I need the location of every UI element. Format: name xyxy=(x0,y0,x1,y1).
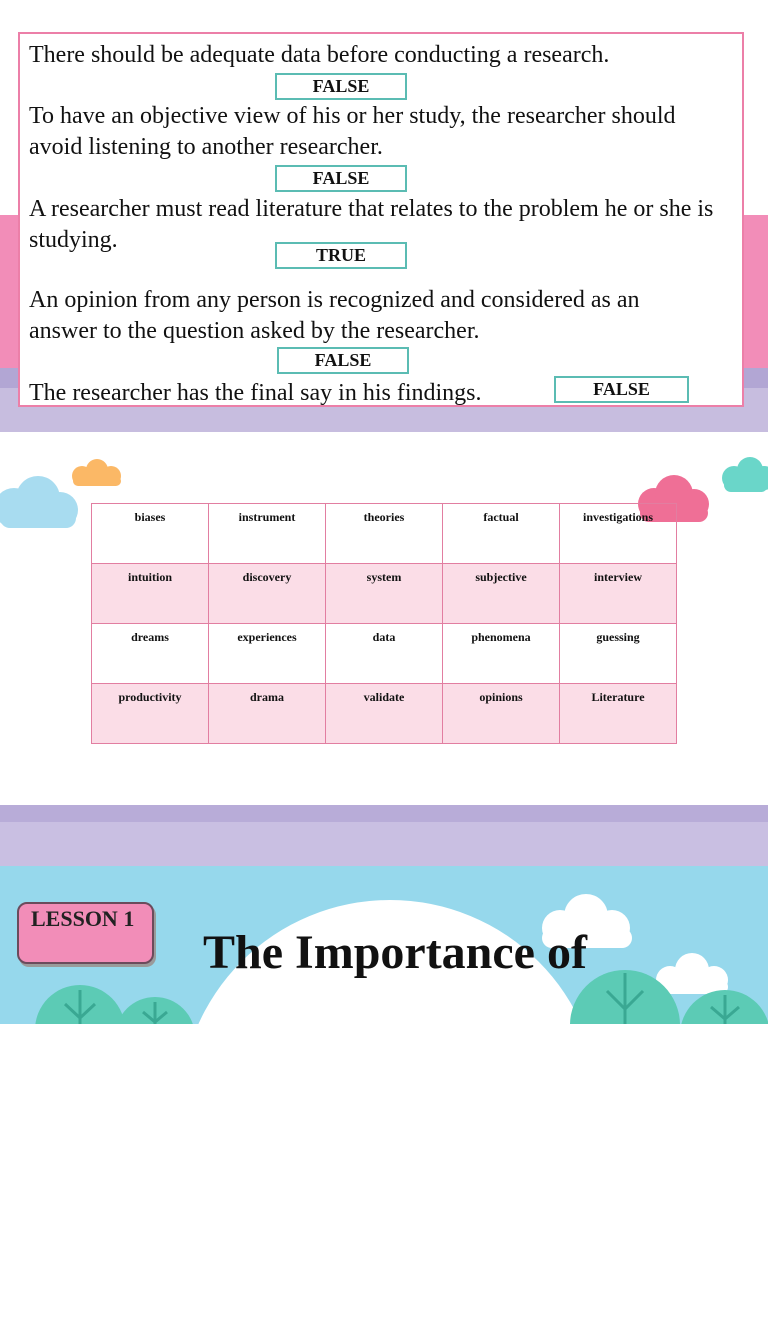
teal-cloud-icon xyxy=(720,456,768,496)
grid-cell: theories xyxy=(326,504,443,564)
blue-cloud-icon xyxy=(0,470,80,535)
grid-cell: validate xyxy=(326,684,443,744)
quiz-question-5: The researcher has the final say in his findings. xyxy=(29,380,482,406)
grid-cell: investigations xyxy=(560,504,677,564)
grid-cell: factual xyxy=(443,504,560,564)
quiz-question-2: To have an objective view of his or her study, the researcher should avoid listening to another researcher. xyxy=(29,103,676,160)
grid-cell: experiences xyxy=(209,624,326,684)
grid-cell: biases xyxy=(92,504,209,564)
lesson-title: The Importance of xyxy=(203,926,587,979)
purple-band-bottom-light xyxy=(0,822,768,867)
quiz-answer-3[interactable]: TRUE xyxy=(275,242,407,269)
table-row xyxy=(92,684,677,744)
quiz-answer-4[interactable]: FALSE xyxy=(277,347,409,374)
grid-cell: discovery xyxy=(209,564,326,624)
quiz-answer-5[interactable]: FALSE xyxy=(554,376,689,403)
word-grid xyxy=(91,503,677,744)
table-row xyxy=(92,564,677,624)
quiz-question-1: There should be adequate data before conducting a research. xyxy=(29,42,610,68)
table-row xyxy=(92,504,677,564)
grid-cell: dreams xyxy=(92,624,209,684)
grid-cell: drama xyxy=(209,684,326,744)
quiz-answer-1[interactable]: FALSE xyxy=(275,73,407,100)
grid-cell: productivity xyxy=(92,684,209,744)
quiz-question-3: A researcher must read literature that relates to the problem he or she is studying. xyxy=(29,196,714,253)
grid-cell: opinions xyxy=(443,684,560,744)
tree-icon xyxy=(25,982,195,1024)
grid-cell: instrument xyxy=(209,504,326,564)
grid-cell: subjective xyxy=(443,564,560,624)
grid-cell: Literature xyxy=(560,684,677,744)
true-false-quiz xyxy=(18,32,744,407)
grid-cell: system xyxy=(326,564,443,624)
grid-cell: phenomena xyxy=(443,624,560,684)
tree-icon xyxy=(565,965,768,1024)
grid-cell: intuition xyxy=(92,564,209,624)
quiz-answer-2[interactable]: FALSE xyxy=(275,165,407,192)
grid-cell: data xyxy=(326,624,443,684)
orange-cloud-icon xyxy=(70,458,125,490)
grid-cell: interview xyxy=(560,564,677,624)
grid-cell: guessing xyxy=(560,624,677,684)
lesson-badge: LESSON 1 xyxy=(17,902,154,964)
quiz-question-4: An opinion from any person is recognized and considered as an answer to the question asked by the researcher. xyxy=(29,287,640,344)
table-row xyxy=(92,624,677,684)
